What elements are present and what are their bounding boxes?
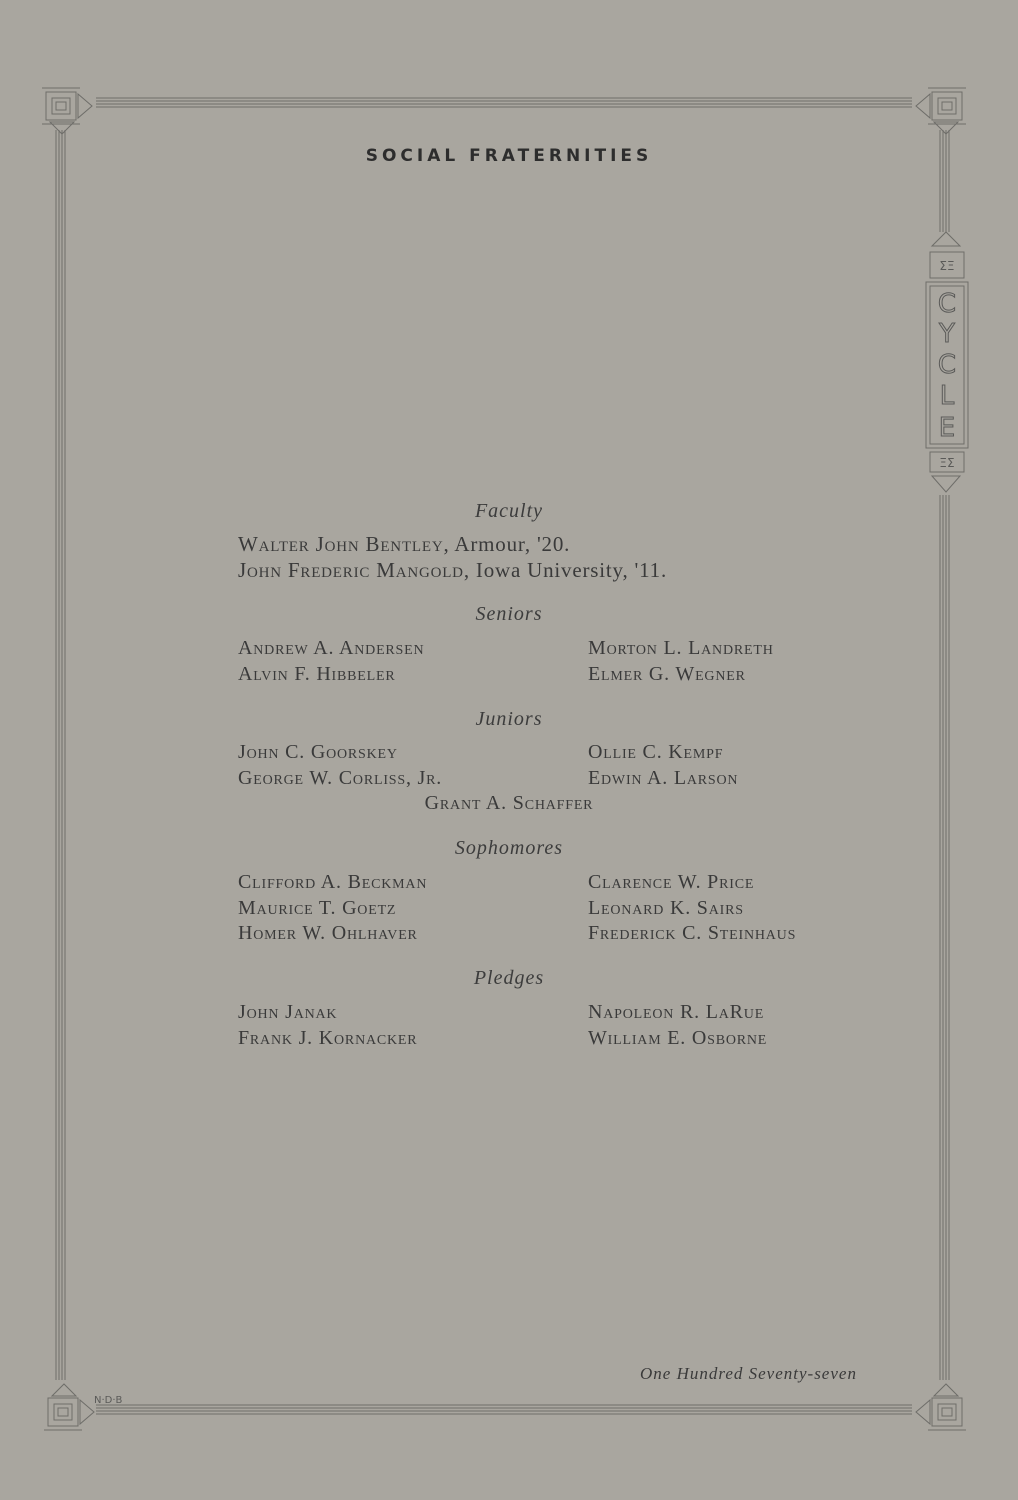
emblem-letter: C: [937, 289, 957, 319]
side-emblem-letters: [938, 259, 956, 470]
member-name: John C. Goorskey: [238, 741, 398, 763]
corner-ornament-top-left: [42, 88, 92, 134]
member-name: John Janak: [238, 1001, 338, 1023]
member-name: Morton L. Landreth: [588, 637, 774, 659]
member-name: Alvin F. Hibbeler: [238, 663, 396, 685]
emblem-top-mark: ΣΞ: [939, 259, 955, 273]
member-name: Edwin A. Larson: [588, 767, 739, 789]
section-label-sophomores: Sophomores: [454, 837, 564, 859]
member-name: Frederick C. Steinhaus: [588, 922, 797, 944]
member-name: William E. Osborne: [588, 1027, 768, 1049]
section-label-seniors: Seniors: [475, 603, 543, 625]
faculty-line: [238, 532, 570, 557]
section-label-juniors: Juniors: [475, 708, 543, 730]
member-name: Maurice T. Goetz: [238, 897, 397, 919]
section-label-pledges: Pledges: [473, 967, 545, 989]
section-label-faculty: Faculty: [474, 500, 544, 522]
faculty-detail: Iowa University, '11.: [469, 558, 668, 582]
emblem-letter: L: [939, 381, 955, 411]
page-title: SOCIAL FRATERNITIES: [365, 146, 653, 166]
corner-ornament-bottom-left: [44, 1384, 94, 1430]
artist-initials: N·D·B: [94, 1395, 123, 1406]
corner-ornament-top-right: [916, 88, 966, 134]
member-name: Clarence W. Price: [588, 871, 755, 893]
member-name: Ollie C. Kempf: [588, 741, 724, 763]
page-number-text: One Hundred Seventy-seven: [640, 1364, 857, 1383]
emblem-letter: Y: [939, 319, 955, 349]
faculty-detail: Armour, '20.: [449, 532, 571, 556]
member-name: Elmer G. Wegner: [588, 663, 746, 685]
emblem-letter: C: [937, 350, 957, 380]
faculty-line: [238, 558, 667, 583]
member-name: Napoleon R. LaRue: [588, 1001, 765, 1023]
member-name: Homer W. Ohlhaver: [238, 922, 418, 944]
emblem-bottom-mark: ΞΣ: [939, 456, 955, 470]
faculty-name: Walter John Bentley,: [238, 532, 450, 556]
member-name: Frank J. Kornacker: [238, 1027, 418, 1049]
member-name: Leonard K. Sairs: [588, 897, 744, 919]
emblem-letter: E: [938, 413, 956, 443]
corner-ornament-bottom-right: [916, 1384, 966, 1430]
faculty-name: John Frederic Mangold,: [238, 558, 470, 582]
member-name: Clifford A. Beckman: [238, 871, 428, 893]
member-name: Grant A. Schaffer: [424, 792, 594, 814]
member-name: Andrew A. Andersen: [238, 637, 425, 659]
member-name: George W. Corliss, Jr.: [238, 767, 443, 789]
